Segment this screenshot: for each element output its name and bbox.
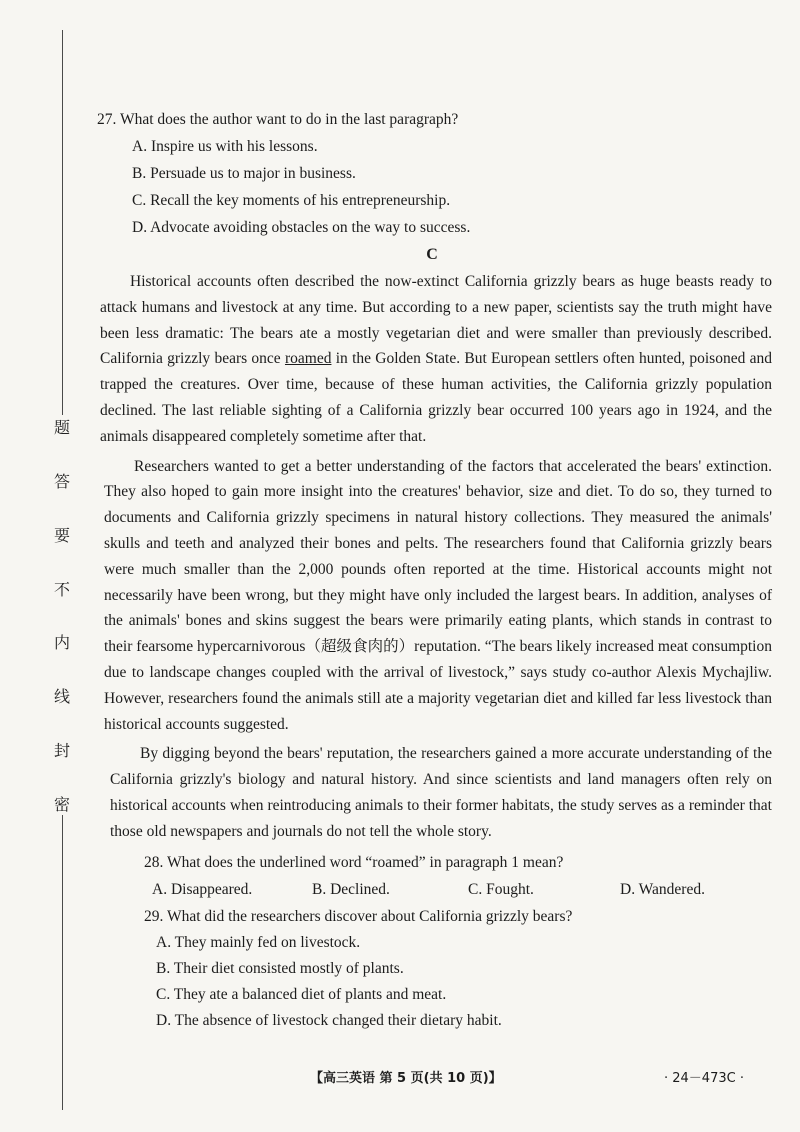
paragraph-1-text-a: Historical accounts often described the now-extinct California grizzly bears as huge beasts ready to attack humans and livestock at any time. But according to a new paper, scientists say the truth might have been less dramatic: The bears ate a mostly vegetarian diet and were smaller than previously described. California grizzly bears once bbox=[100, 273, 772, 368]
question-29-stem: 29. What did the researchers discover about California grizzly bears? bbox=[144, 907, 573, 925]
question-28-stem: 28. What does the underlined word “roamed” in paragraph 1 mean? bbox=[144, 853, 564, 871]
margin-char: 内 bbox=[53, 633, 70, 653]
question-27-option-c: C. Recall the key moments of his entrepreneurship. bbox=[132, 192, 451, 209]
question-27-option-d: D. Advocate avoiding obstacles on the way to success. bbox=[132, 219, 471, 236]
margin-char: 不 bbox=[53, 579, 70, 599]
passage-paragraph-2: Researchers wanted to get a better understanding of the factors that accelerated the bears' extinction. They also hoped to gain more insight into the creatures' behavior, size and diet. To do so, they turned to documents and California grizzly specimens in natural history collections. They measured the animals' skulls and teeth and analyzed their bones and pelts. The researchers found that California grizzly bears were much smaller than the 2,000 pounds often reported at the time. Historical accounts might not necessarily have been wrong, but they might have only included the largest bears. In addition, analyses of the animals' bones and skins suggest the bears were primarily eating plants, which stands in contrast to their fearsome hypercarnivorous（超级食肉的）reputation. “The bears likely increased meat consumption due to landscape changes coupled with the arrival of livestock,” says study co-author Alexis Mychajliw. However, researchers found the animals still ate a majority vegetarian diet and killed far less livestock than historical accounts suggested. bbox=[104, 457, 772, 733]
question-29-option-c: C. They ate a balanced diet of plants and meat. bbox=[156, 985, 447, 1003]
question-28-option-b: B. Declined. bbox=[312, 880, 390, 898]
binding-margin-note bbox=[50, 415, 74, 815]
page-footer bbox=[0, 1067, 800, 1091]
section-heading: C bbox=[426, 246, 438, 263]
question-28-option-d: D. Wandered. bbox=[620, 880, 705, 898]
question-29-option-b: B. Their diet consisted mostly of plants. bbox=[156, 959, 404, 977]
question-27-option-a: A. Inspire us with his lessons. bbox=[132, 138, 318, 155]
footer-code: · 24－473C · bbox=[664, 1071, 744, 1086]
question-29-option-d: D. The absence of livestock changed their dietary habit. bbox=[156, 1011, 502, 1029]
margin-char: 答 bbox=[53, 471, 70, 491]
underlined-word: roamed bbox=[284, 350, 332, 368]
passage-paragraph-3: By digging beyond the bears' reputation, the researchers gained a more accurate understanding of the California grizzly's biology and natural history. And since scientists and land managers often rely on historical accounts when reintroducing animals to their former habitats, the study serves as a reminder that those old newspapers and journals do not tell the whole story. bbox=[110, 745, 772, 840]
question-27-option-b: B. Persuade us to major in business. bbox=[132, 165, 356, 182]
margin-char: 要 bbox=[53, 525, 70, 545]
passage-paragraph-1 bbox=[100, 269, 772, 450]
page-content bbox=[92, 106, 772, 1034]
margin-char: 题 bbox=[53, 418, 70, 437]
question-29-option-a: A. They mainly fed on livestock. bbox=[156, 933, 361, 951]
question-28-option-c: C. Fought. bbox=[468, 880, 534, 898]
question-27-stem: 27. What does the author want to do in the last paragraph? bbox=[97, 111, 459, 128]
question-28-option-a: A. Disappeared. bbox=[152, 880, 253, 898]
margin-char: 密 bbox=[53, 794, 70, 814]
footer-page-info: 【高三英语 第 5 页(共 10 页)】 bbox=[310, 1071, 502, 1086]
question-28-options bbox=[152, 876, 772, 903]
margin-char: 线 bbox=[53, 687, 70, 707]
margin-char: 封 bbox=[53, 741, 70, 761]
paragraph-1-text-b: in the Golden State. But European settlers often hunted, poisoned and trapped the creatures. Over time, because of these human activities, the California grizzly population declined. The last reliable sighting of a California grizzly bear occurred 100 years ago in 1924, and the animals disappeared completely sometime after that. bbox=[100, 350, 772, 445]
